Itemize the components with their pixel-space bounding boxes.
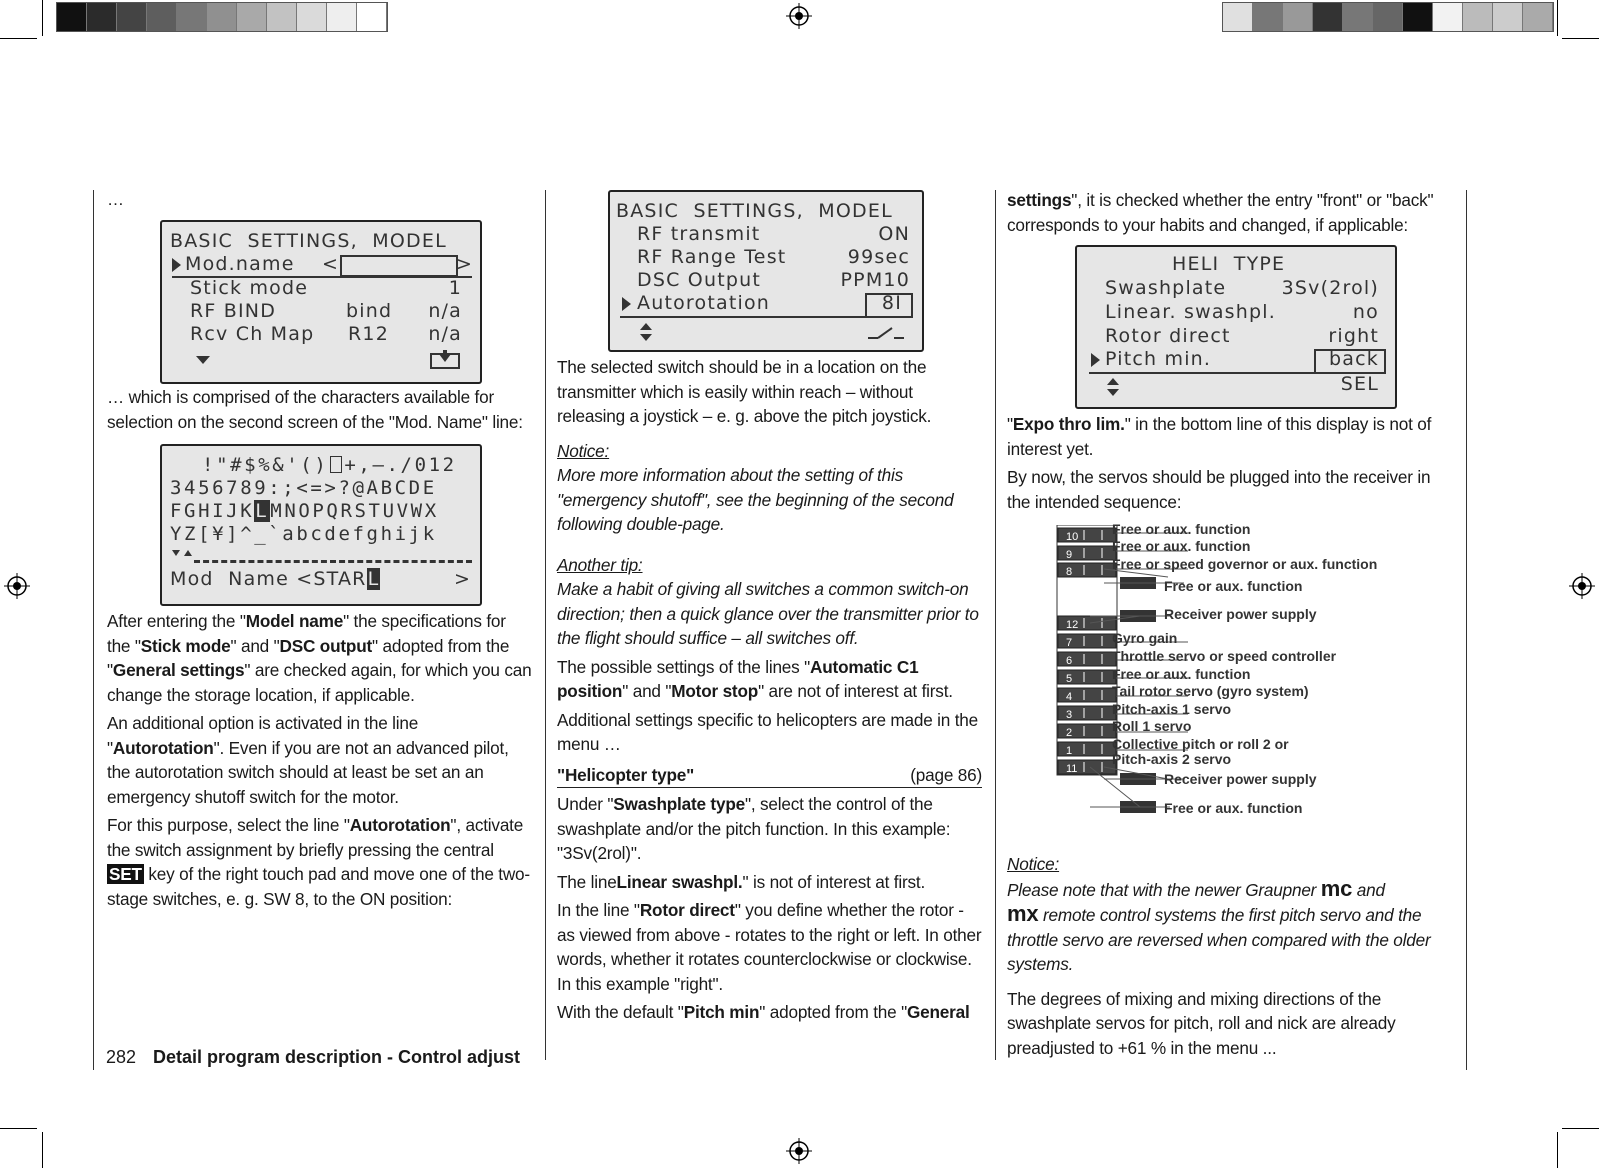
scroll-down-icon — [196, 356, 210, 366]
lcd-row-label: Autorotation — [637, 292, 771, 314]
lcd-basic-settings-1 — [160, 220, 482, 384]
paragraph: The selected switch should be in a location on the transmitter which is easily within reach – without releasing a joystick – e. g. above the pitch joystick. — [557, 357, 932, 426]
charset-row: !"#$%&'() — [188, 454, 329, 476]
chevron-left-icon: < — [322, 253, 340, 275]
page-number: 282 — [106, 1047, 137, 1067]
brand-mx: mx — [1007, 901, 1039, 926]
column-2-text: The selected switch should be in a location on the transmitter which is easily within reach – without releasing a joystick – e. g. above the pitch joystick. Notice: More more information about the setting of this "emergency shutoff", see the beginning of the second following double-page. Another tip: Make a habit of giving all switches a common switch-on direction; then a quick glance over the transmitter prior to the flight should suffice – all switches off. The possible settings of the lines "Automatic C1 position" and "Motor stop" are not of interest at first. Additional settings specific to helicopters are made in the menu … "Helicopter type" (page 86) Under "Swashplate type", select the control of the swashplate and/or the pitch function. In this example: "3Sv(2rol)". The lineLinear swashpl." is not of interest at first. In the line "Rotor direct" you define whether the rotor - as viewed from above - rotates to the right or left. In other words, whether it rotates counterclockwise or clockwise. In this example "right". With the default "Pitch min" adopted from the "General — [557, 357, 982, 1022]
lcd-row-value: right — [1328, 325, 1379, 347]
column-separator — [1466, 190, 1467, 1070]
lcd-row-label: RF transmit — [637, 223, 761, 245]
lcd-title: BASIC SETTINGS, MODEL — [170, 230, 447, 252]
column-separator — [545, 190, 546, 1060]
column-1-text-b: After entering the "Model name" the specifications for the "Stick mode" and "DSC output" adopted from the "General settings" are checked again, for which you can change the storage location, if applicable. An additional option is activated in the line "Autorotation". Even if you are not an advanced pilot, the autorotation switch should at least be set an an emergency shutoff switch for the motor. For this purpose, select the line "Autorotation", activate the switch assignment by briefly pressing the central SET key of the right touch pad and move one of the two-stage switches, e. g. SW 8, to the ON position: — [107, 611, 532, 909]
set-key-label: SET — [109, 864, 142, 884]
paragraph: Additional settings specific to helicopters are made in the menu … — [557, 709, 978, 754]
column-3-text-a: settings", it is checked whether the entry "front" or "back" corresponds to your habits and changed, if applicable: — [1007, 190, 1434, 235]
lcd-title: HELI TYPE — [1172, 253, 1286, 275]
lcd-row-label: RF BIND — [190, 300, 277, 322]
receiver-slot-number: 7 — [1066, 637, 1073, 649]
lcd-row-value: back — [1329, 348, 1379, 370]
color-bar-right — [1222, 2, 1554, 32]
receiver-slot-number: 8 — [1066, 566, 1073, 578]
receiver-channel-label: Free or aux. function — [1112, 521, 1251, 537]
lcd-row-label: Mod Name — [170, 568, 290, 590]
name-field-box — [340, 255, 458, 277]
cursor-arrow-icon — [172, 258, 181, 272]
registration-mark-icon — [1569, 573, 1595, 599]
receiver-channel-label: Tail rotor servo (gyro system) — [1112, 683, 1309, 699]
column-3-text-b: "Expo thro lim." in the bottom line of this display is not of interest yet. By now, the servos should be plugged into the receiver in the intended sequence: — [1007, 412, 1452, 518]
tip-title: Another tip: — [557, 554, 643, 575]
receiver-channel-label: Roll 1 servo — [1112, 718, 1192, 734]
lcd-row-label: Pitch min. — [1105, 348, 1212, 370]
column-separator — [93, 190, 94, 1070]
color-bar-left — [56, 2, 388, 32]
brand-mc: mc — [1320, 875, 1353, 901]
column-separator — [995, 190, 996, 1060]
lcd-row-value: n/a — [428, 323, 462, 345]
lcd-row-value: PPM10 — [840, 269, 910, 291]
paragraph: By now, the servos should be plugged into the receiver in the intended sequence: — [1007, 467, 1431, 512]
receiver-channel-label: Free or speed governor or aux. function — [1112, 556, 1378, 572]
charset-row: 3456789:;<=>?@ABCDE — [170, 477, 437, 499]
receiver-slot-number: 1 — [1066, 745, 1073, 757]
chevron-right-icon: > — [456, 253, 474, 275]
lcd-row-value: 8I — [881, 292, 902, 314]
receiver-slot-number: 12 — [1066, 619, 1079, 631]
lcd-row-value: no — [1352, 301, 1379, 323]
receiver-channel-label: Pitch-axis 2 servo — [1112, 751, 1232, 767]
crop-mark — [42, 0, 43, 36]
paragraph: The degrees of mixing and mixing directions of the swashplate servos for pitch, roll and nick are already preadjusted to +61 % in the menu ... — [1007, 988, 1396, 1058]
lcd-row-label: Swashplate — [1105, 277, 1227, 299]
section-title: "Helicopter type" — [557, 764, 695, 785]
crop-mark — [1562, 38, 1599, 39]
dashed-divider — [194, 560, 472, 563]
section-page-ref: (page 86) — [910, 764, 982, 785]
receiver-slot-number: 5 — [1066, 673, 1073, 685]
receiver-channel-label: Gyro gain — [1112, 630, 1178, 646]
model-name-value: STAR — [313, 568, 367, 590]
section-heading — [557, 763, 982, 789]
lcd-row-label: Mod.name — [185, 253, 295, 275]
scroll-updown-icon — [1107, 378, 1119, 396]
crop-mark — [1557, 1132, 1558, 1168]
charset-row: YZ[¥]^_`abcdefghijk — [170, 523, 437, 545]
charset-row: FGHIJK — [170, 500, 255, 522]
lcd-basic-settings-2 — [608, 190, 924, 352]
lcd-row-mid: bind — [346, 300, 393, 322]
lcd-row-label: Rcv Ch Map — [190, 323, 315, 345]
enter-icon — [430, 350, 460, 370]
ellipsis: … — [107, 190, 124, 209]
lcd-row-label: Linear. swashpl. — [1105, 301, 1276, 323]
cursor-arrow-icon — [1091, 353, 1100, 367]
lcd-row-label: DSC Output — [637, 269, 761, 291]
receiver-diagram — [1040, 521, 1460, 845]
charset-row: +,–./012 — [344, 454, 457, 476]
receiver-slot-number: 3 — [1066, 709, 1073, 721]
crop-mark — [0, 38, 37, 39]
paragraph: … which is comprised of the characters available for selection on the second screen of the "Mod. Name" line: — [107, 387, 523, 432]
scroll-updown-icon — [172, 548, 194, 558]
switch-symbol-icon — [866, 326, 906, 340]
receiver-channel-label: Free or aux. function — [1112, 666, 1251, 682]
receiver-channel-label: Collective pitch or roll 2 or — [1112, 736, 1289, 752]
receiver-slot-number: 10 — [1066, 531, 1079, 543]
lcd-row-label: RF Range Test — [637, 246, 787, 268]
column-3-text-c: Notice: Please note that with the newer Graupner mc and mx remote control systems the first pitch servo and the throttle servo are reversed when compared with the older systems. The degrees of mixing and mixing directions of the swashplate servos for pitch, roll and nick are already preadjusted to +61 % in the menu ... — [1007, 852, 1452, 1064]
receiver-channel-label: Throttle servo or speed controller — [1112, 648, 1337, 664]
receiver-slot-number: 6 — [1066, 655, 1073, 667]
cursor-arrow-icon — [622, 297, 631, 311]
notice-title: Notice: — [557, 440, 610, 461]
registration-mark-icon — [786, 3, 812, 29]
receiver-slot-number: 4 — [1066, 691, 1073, 703]
chevron-right-icon: > — [454, 568, 473, 590]
receiver-channel-label: Free or aux. function — [1164, 578, 1303, 594]
lcd-character-table: !"#$%&'() +,–./012 3456789:;<=>?@ABCDE FGHIJKLMNOPQRSTUVWX YZ[¥]^_`abcdefghijk Mod Name <STARL > — [160, 444, 482, 606]
lcd-underline — [620, 316, 912, 318]
lcd-heli-type — [1075, 245, 1397, 409]
crop-mark — [0, 1128, 37, 1129]
lcd-row-value: 99sec — [847, 246, 910, 268]
notice-title: Notice: — [1007, 854, 1060, 874]
text-cursor: L — [367, 568, 380, 590]
crop-mark — [1557, 0, 1558, 36]
receiver-channel-label: Free or aux. function — [1164, 800, 1303, 816]
footer-title: Detail program description - Control adjust — [153, 1047, 521, 1067]
selected-char: L — [255, 500, 270, 522]
receiver-channel-label: Receiver power supply — [1164, 771, 1317, 787]
lcd-row-mid: R12 — [348, 323, 389, 345]
lcd-row-value: 1 — [448, 277, 462, 299]
lcd-row-label: Stick mode — [190, 277, 309, 299]
registration-mark-icon — [4, 573, 30, 599]
lcd-row-value: n/a — [428, 300, 462, 322]
receiver-channel-label: Free or aux. function — [1112, 538, 1251, 554]
char-box-icon — [330, 456, 342, 473]
lcd-title: BASIC SETTINGS, MODEL — [616, 200, 893, 222]
column-1-text-a — [107, 385, 532, 438]
receiver-slot-number: 9 — [1066, 549, 1073, 561]
receiver-slot-number: 2 — [1066, 727, 1073, 739]
receiver-channel-label: Pitch-axis 1 servo — [1112, 701, 1232, 717]
crop-mark — [42, 1132, 43, 1168]
lcd-row-value: ON — [878, 223, 910, 245]
charset-row: MNOPQRSTUVWX — [270, 500, 439, 522]
scroll-updown-icon — [640, 323, 652, 341]
receiver-slot-number: 11 — [1066, 763, 1078, 775]
receiver-channel-label: Receiver power supply — [1164, 606, 1317, 622]
lcd-row-label: Rotor direct — [1105, 325, 1231, 347]
registration-mark-icon — [786, 1138, 812, 1164]
crop-mark — [1562, 1128, 1599, 1129]
lcd-row-value: SEL — [1340, 373, 1379, 395]
lcd-row-value: 3Sv(2rol) — [1281, 277, 1379, 299]
